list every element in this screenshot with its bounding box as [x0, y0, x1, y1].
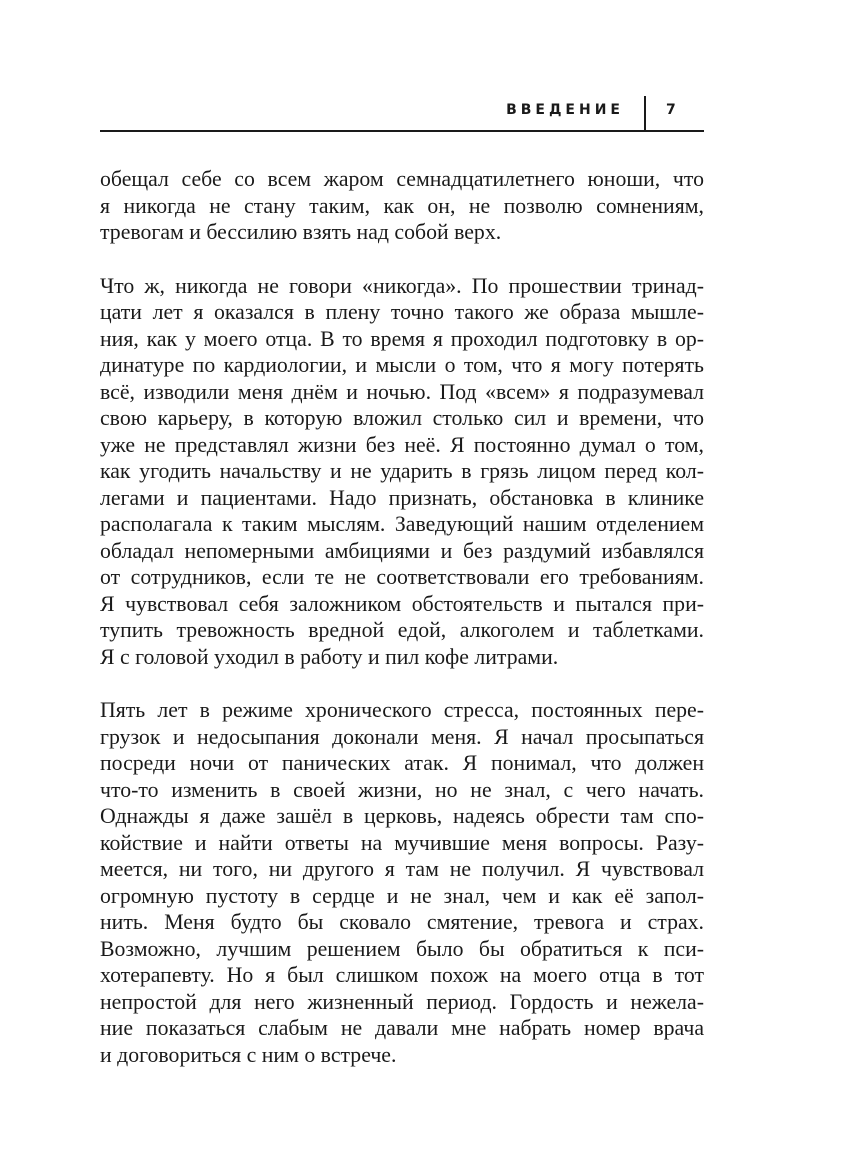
paragraph-1 — [100, 166, 704, 246]
text-line: нить. Меня будто бы сковало смятение, тревога и страх. — [100, 910, 704, 934]
paragraph-2 — [100, 273, 704, 671]
text-line: ния, как у моего отца. В то время я проходил подготовку в ор- — [100, 326, 704, 351]
header-divider — [644, 96, 646, 130]
text-line: уже не представлял жизни без неё. Я постоянно думал о том, — [100, 432, 704, 457]
text-line: грузок и недосыпания доконали меня. Я начал просыпаться — [100, 724, 704, 749]
text-line: койствие и найти ответы на мучившие меня вопросы. Разу- — [100, 830, 704, 855]
page-number: 7 — [666, 102, 676, 118]
text-line: Что ж, никогда не говори «никогда». По прошествии тринад- — [100, 273, 704, 298]
text-line: Я с головой уходил в работу и пил кофе литрами. — [100, 644, 559, 669]
text-line: я никогда не стану таким, как он, не позволю сомнениям, — [100, 193, 704, 218]
text-line: Однажды я даже зашёл в церковь, надеясь обрести там спо- — [100, 804, 704, 828]
text-line: хотерапевту. Но я был слишком похож на моего отца в тот — [100, 963, 704, 987]
text-line: Я чувствовал себя заложником обстоятельств и пытался при- — [100, 591, 704, 616]
text-line: как угодить начальству и не ударить в грязь лицом перед кол- — [100, 459, 704, 483]
text-line: динатуре по кардиологии, и мысли о том, что я могу потерять — [100, 353, 704, 377]
running-header — [100, 96, 704, 132]
text-line: от сотрудников, если те не соответствовали его требованиям. — [100, 565, 704, 589]
text-line: и договориться с ним о встрече. — [100, 1042, 397, 1067]
text-line: обещал себе со всем жаром семнадцатилетнего юноши, что — [100, 167, 704, 191]
header-rule — [100, 130, 704, 132]
text-line: Возможно, лучшим решением было бы обратиться к пси- — [100, 936, 704, 961]
section-title: ВВЕДЕНИЕ — [506, 102, 624, 118]
text-line: свою карьеру, в которую вложил столько сил и времени, что — [100, 406, 704, 430]
text-line: посреди ночи от панических атак. Я понимал, что должен — [100, 751, 704, 775]
text-line: обладал непомерными амбициями и без раздумий избавлялся — [100, 538, 704, 563]
paragraph-3 — [100, 697, 704, 1068]
text-line: ние показаться слабым не давали мне набрать номер врача — [100, 1016, 704, 1040]
text-line: меется, ни того, ни другого я там не получил. Я чувствовал — [100, 857, 704, 881]
text-line: цати лет я оказался в плену точно такого же образа мышле- — [100, 300, 704, 324]
text-line: располагала к таким мыслям. Заведующий нашим отделением — [100, 512, 704, 536]
text-line: что-то изменить в своей жизни, но не знал, с чего начать. — [100, 777, 704, 802]
text-line: непростой для него жизненный период. Гордость и нежела- — [100, 989, 704, 1014]
body-text — [100, 166, 704, 1068]
text-line: тупить тревожность вредной едой, алкоголем и таблетками. — [100, 618, 704, 642]
text-line: тревогам и бессилию взять над собой верх. — [100, 220, 502, 244]
text-line: всё, изводили меня днём и ночью. Под «всем» я подразумевал — [100, 379, 704, 404]
text-line: Пять лет в режиме хронического стресса, постоянных пере- — [100, 698, 704, 722]
text-line: огромную пустоту в сердце и не знал, чем и как её запол- — [100, 883, 704, 908]
text-line: легами и пациентами. Надо признать, обстановка в клинике — [100, 485, 704, 510]
